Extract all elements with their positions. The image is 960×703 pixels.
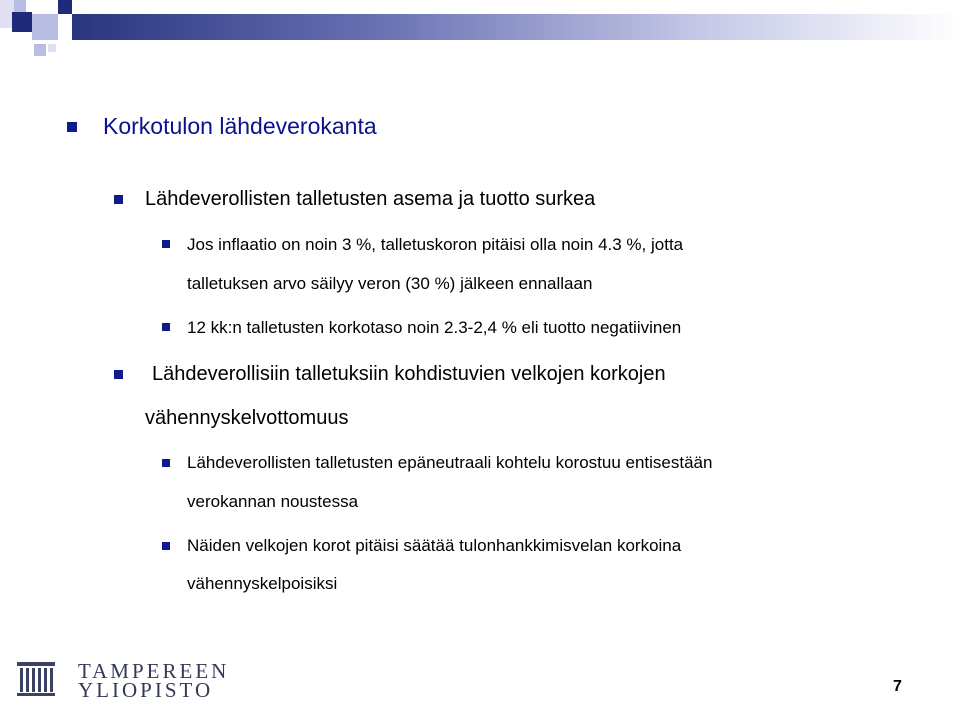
bullet-text-continued: vähennyskelvottomuus bbox=[145, 407, 349, 429]
bullet-icon bbox=[162, 542, 170, 550]
logo-text-line1: TAMPEREEN bbox=[78, 659, 230, 683]
header-bar bbox=[72, 14, 960, 40]
bullet-text: Lähdeverollisten talletusten asema ja tuotto surkea bbox=[145, 188, 596, 210]
header-square bbox=[12, 12, 32, 32]
bullet-text: Lähdeverollisiin talletuksiin kohdistuvien velkojen korkojen bbox=[152, 363, 666, 385]
logo-text-line2: YLIOPISTO bbox=[78, 678, 214, 702]
header-square bbox=[14, 0, 26, 12]
header-square bbox=[32, 14, 58, 40]
sub-bullet-text: Lähdeverollisten talletusten epäneutraali kohtelu korostuu entisestään bbox=[187, 453, 713, 472]
bullet-icon bbox=[114, 370, 123, 379]
university-logo bbox=[16, 659, 230, 702]
sub-bullet-text-continued: vähennyskelpoisiksi bbox=[187, 574, 338, 593]
header-square bbox=[58, 0, 72, 14]
sub-bullet-text-continued: verokannan noustessa bbox=[187, 492, 359, 511]
bullet-icon bbox=[114, 195, 123, 204]
sub-bullet-text: 12 kk:n talletusten korkotaso noin 2.3-2,4 % eli tuotto negatiivinen bbox=[187, 318, 682, 337]
bullet-icon bbox=[162, 323, 170, 331]
header-square bbox=[48, 44, 56, 52]
sub-bullet-text-continued: talletuksen arvo säilyy veron (30 %) jälkeen ennallaan bbox=[187, 274, 593, 293]
header-square bbox=[34, 44, 46, 56]
slide-title: Korkotulon lähdeverokanta bbox=[103, 113, 377, 139]
bullet-icon bbox=[162, 459, 170, 467]
bullet-icon bbox=[162, 240, 170, 248]
sub-bullet-text: Näiden velkojen korot pitäisi säätää tulonhankkimisvelan korkoina bbox=[187, 536, 682, 555]
page-number: 7 bbox=[893, 678, 902, 695]
title-bullet bbox=[67, 122, 77, 132]
pillars-icon bbox=[16, 661, 56, 697]
sub-bullet-text: Jos inflaatio on noin 3 %, talletuskoron pitäisi olla noin 4.3 %, jotta bbox=[187, 235, 684, 254]
